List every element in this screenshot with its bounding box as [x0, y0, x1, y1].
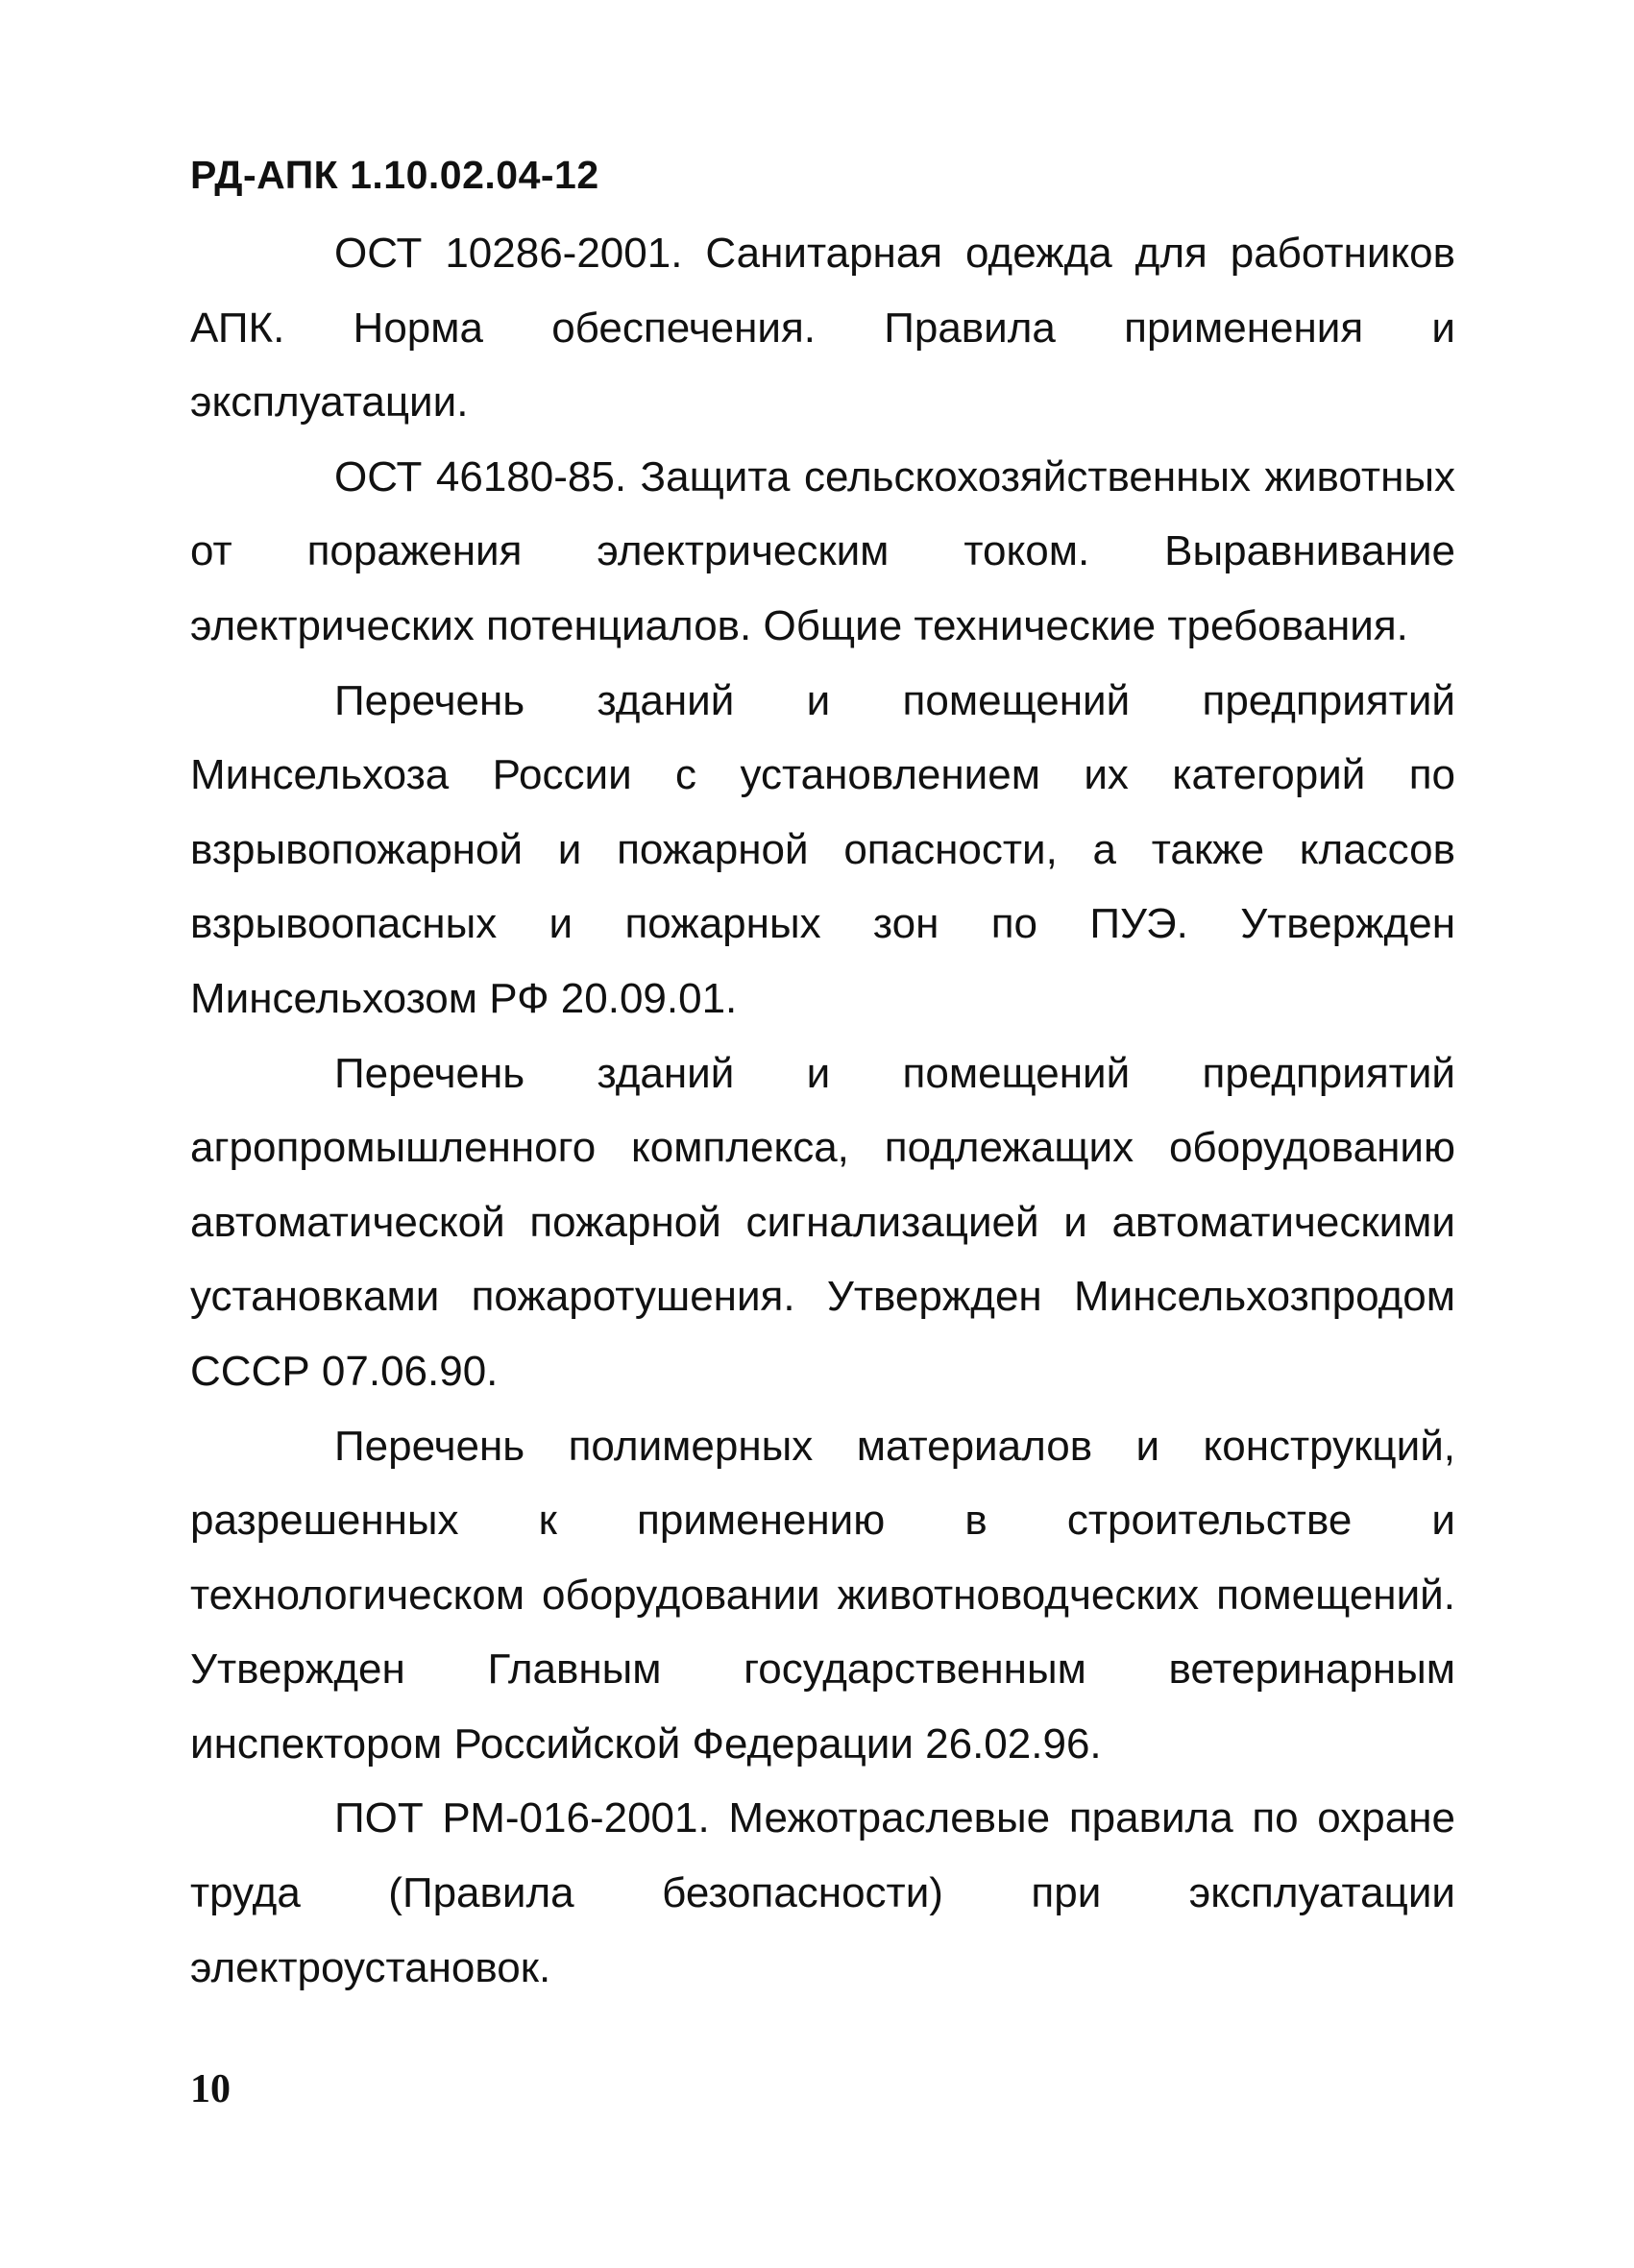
reference-paragraph: ОСТ 10286-2001. Санитарная одежда для работников АПК. Норма обеспечения. Правила применения и эксплуатации. — [190, 230, 1455, 427]
reference-list — [190, 216, 1455, 2005]
page-number: 10 — [190, 2067, 231, 2111]
reference-paragraph: Перечень зданий и помещений предприятий агропромышленного комплекса, подлежащих оборудованию автоматической пожарной сигнализацией и автоматическими установками пожаротушения. Утвержден Минсельхозпродом СССР 07.06.90. — [190, 1049, 1455, 1395]
reference-paragraph: Перечень полимерных материалов и конструкций, разрешенных к применению в строительстве и технологическом оборудовании животноводческих помещений. Утвержден Главным государственным ветеринарным инспектором Российской Федерации 26.02.96. — [190, 1422, 1455, 1768]
reference-paragraph: ОСТ 46180-85. Защита сельскохозяйственных животных от поражения электрическим током. Выравнивание электрических потенциалов. Общие технические требования. — [190, 452, 1455, 649]
document-code-header: РД-АПК 1.10.02.04-12 — [190, 153, 599, 197]
reference-paragraph: Перечень зданий и помещений предприятий Минсельхоза России с установлением их категорий по взрывопожарной и пожарной опасности, а также классов взрывоопасных и пожарных зон по ПУЭ. Утвержден Минсельхозом РФ 20.09.01. — [190, 676, 1455, 1022]
reference-paragraph: ПОТ РМ-016-2001. Межотраслевые правила по охране труда (Правила безопасности) при эксплуатации электроустановок. — [190, 1794, 1455, 1991]
